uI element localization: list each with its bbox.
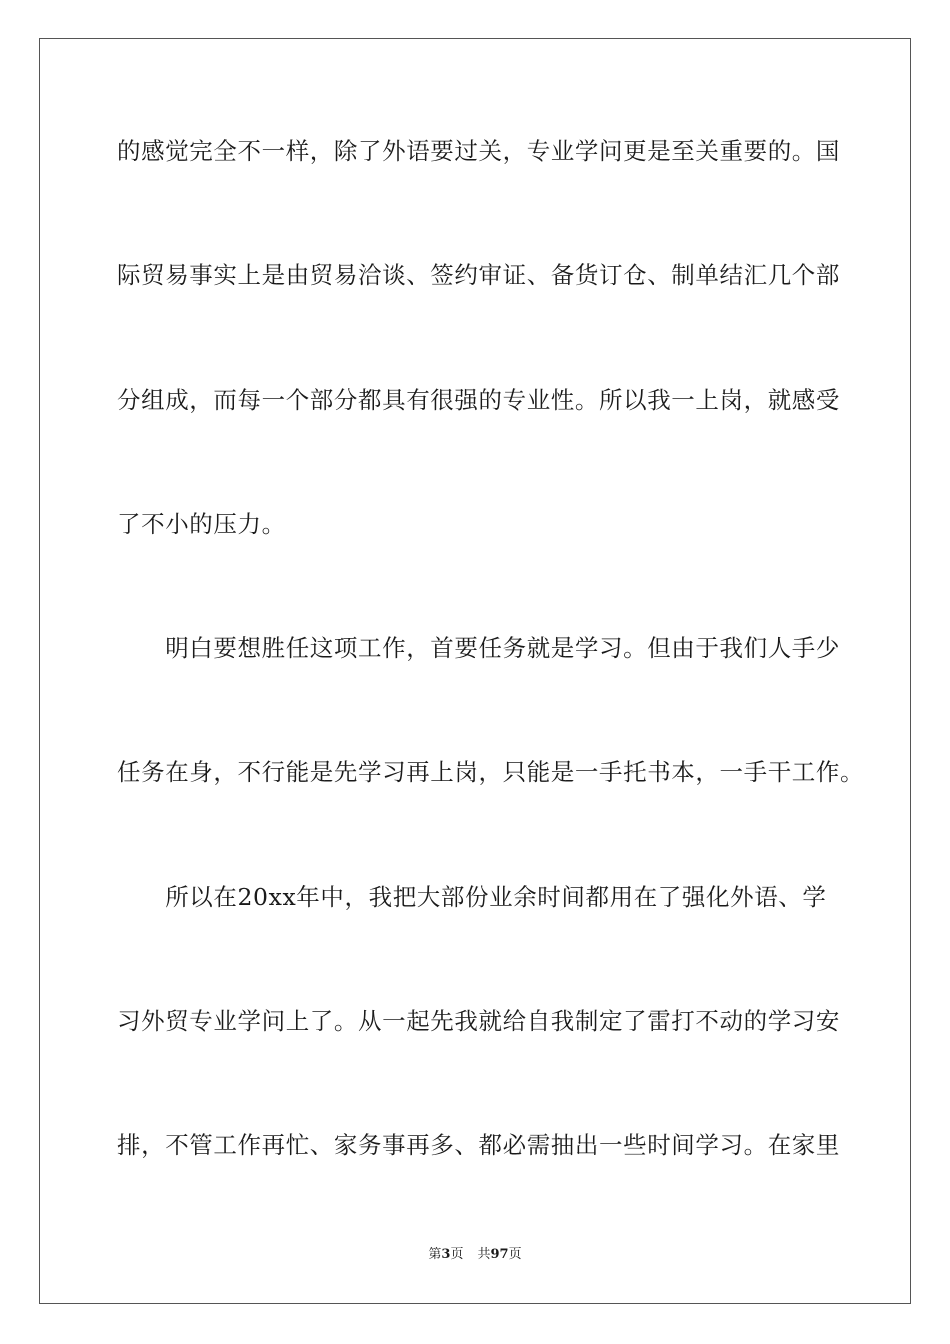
total-page-count: 97 [490, 1247, 509, 1262]
body-text-line: 任务在身，不行能是先学习再上岗，只能是一手托书本，一手干工作。 [117, 758, 865, 786]
body-text-line: 习外贸专业学问上了。从一起先我就给自我制定了雷打不动的学习安 [117, 1007, 840, 1035]
paragraph-start-line: 明白要想胜任这项工作，首要任务就是学习。但由于我们人手少 [117, 634, 840, 662]
page-label-prefix: 第 [428, 1247, 442, 1262]
total-label-prefix: 共 [477, 1247, 491, 1262]
body-text-line: 了不小的压力。 [117, 510, 286, 538]
page-label-suffix: 页 [450, 1247, 464, 1262]
body-text-line: 际贸易事实上是由贸易洽谈、签约审证、备货订仓、制单结汇几个部 [117, 261, 840, 289]
current-page-number: 3 [441, 1247, 451, 1262]
paragraph-start-line: 所以在20xx年中，我把大部份业余时间都用在了强化外语、学 [117, 883, 827, 911]
body-text-line: 排，不管工作再忙、家务事再多、都必需抽出一些时间学习。在家里 [117, 1131, 840, 1159]
page-border [39, 38, 911, 1304]
page-footer [0, 1246, 950, 1264]
body-text-line: 的感觉完全不一样，除了外语要过关，专业学问更是至关重要的。国 [117, 137, 840, 165]
body-text-line: 分组成，而每一个部分都具有很强的专业性。所以我一上岗，就感受 [117, 386, 840, 414]
total-label-suffix: 页 [508, 1247, 522, 1262]
